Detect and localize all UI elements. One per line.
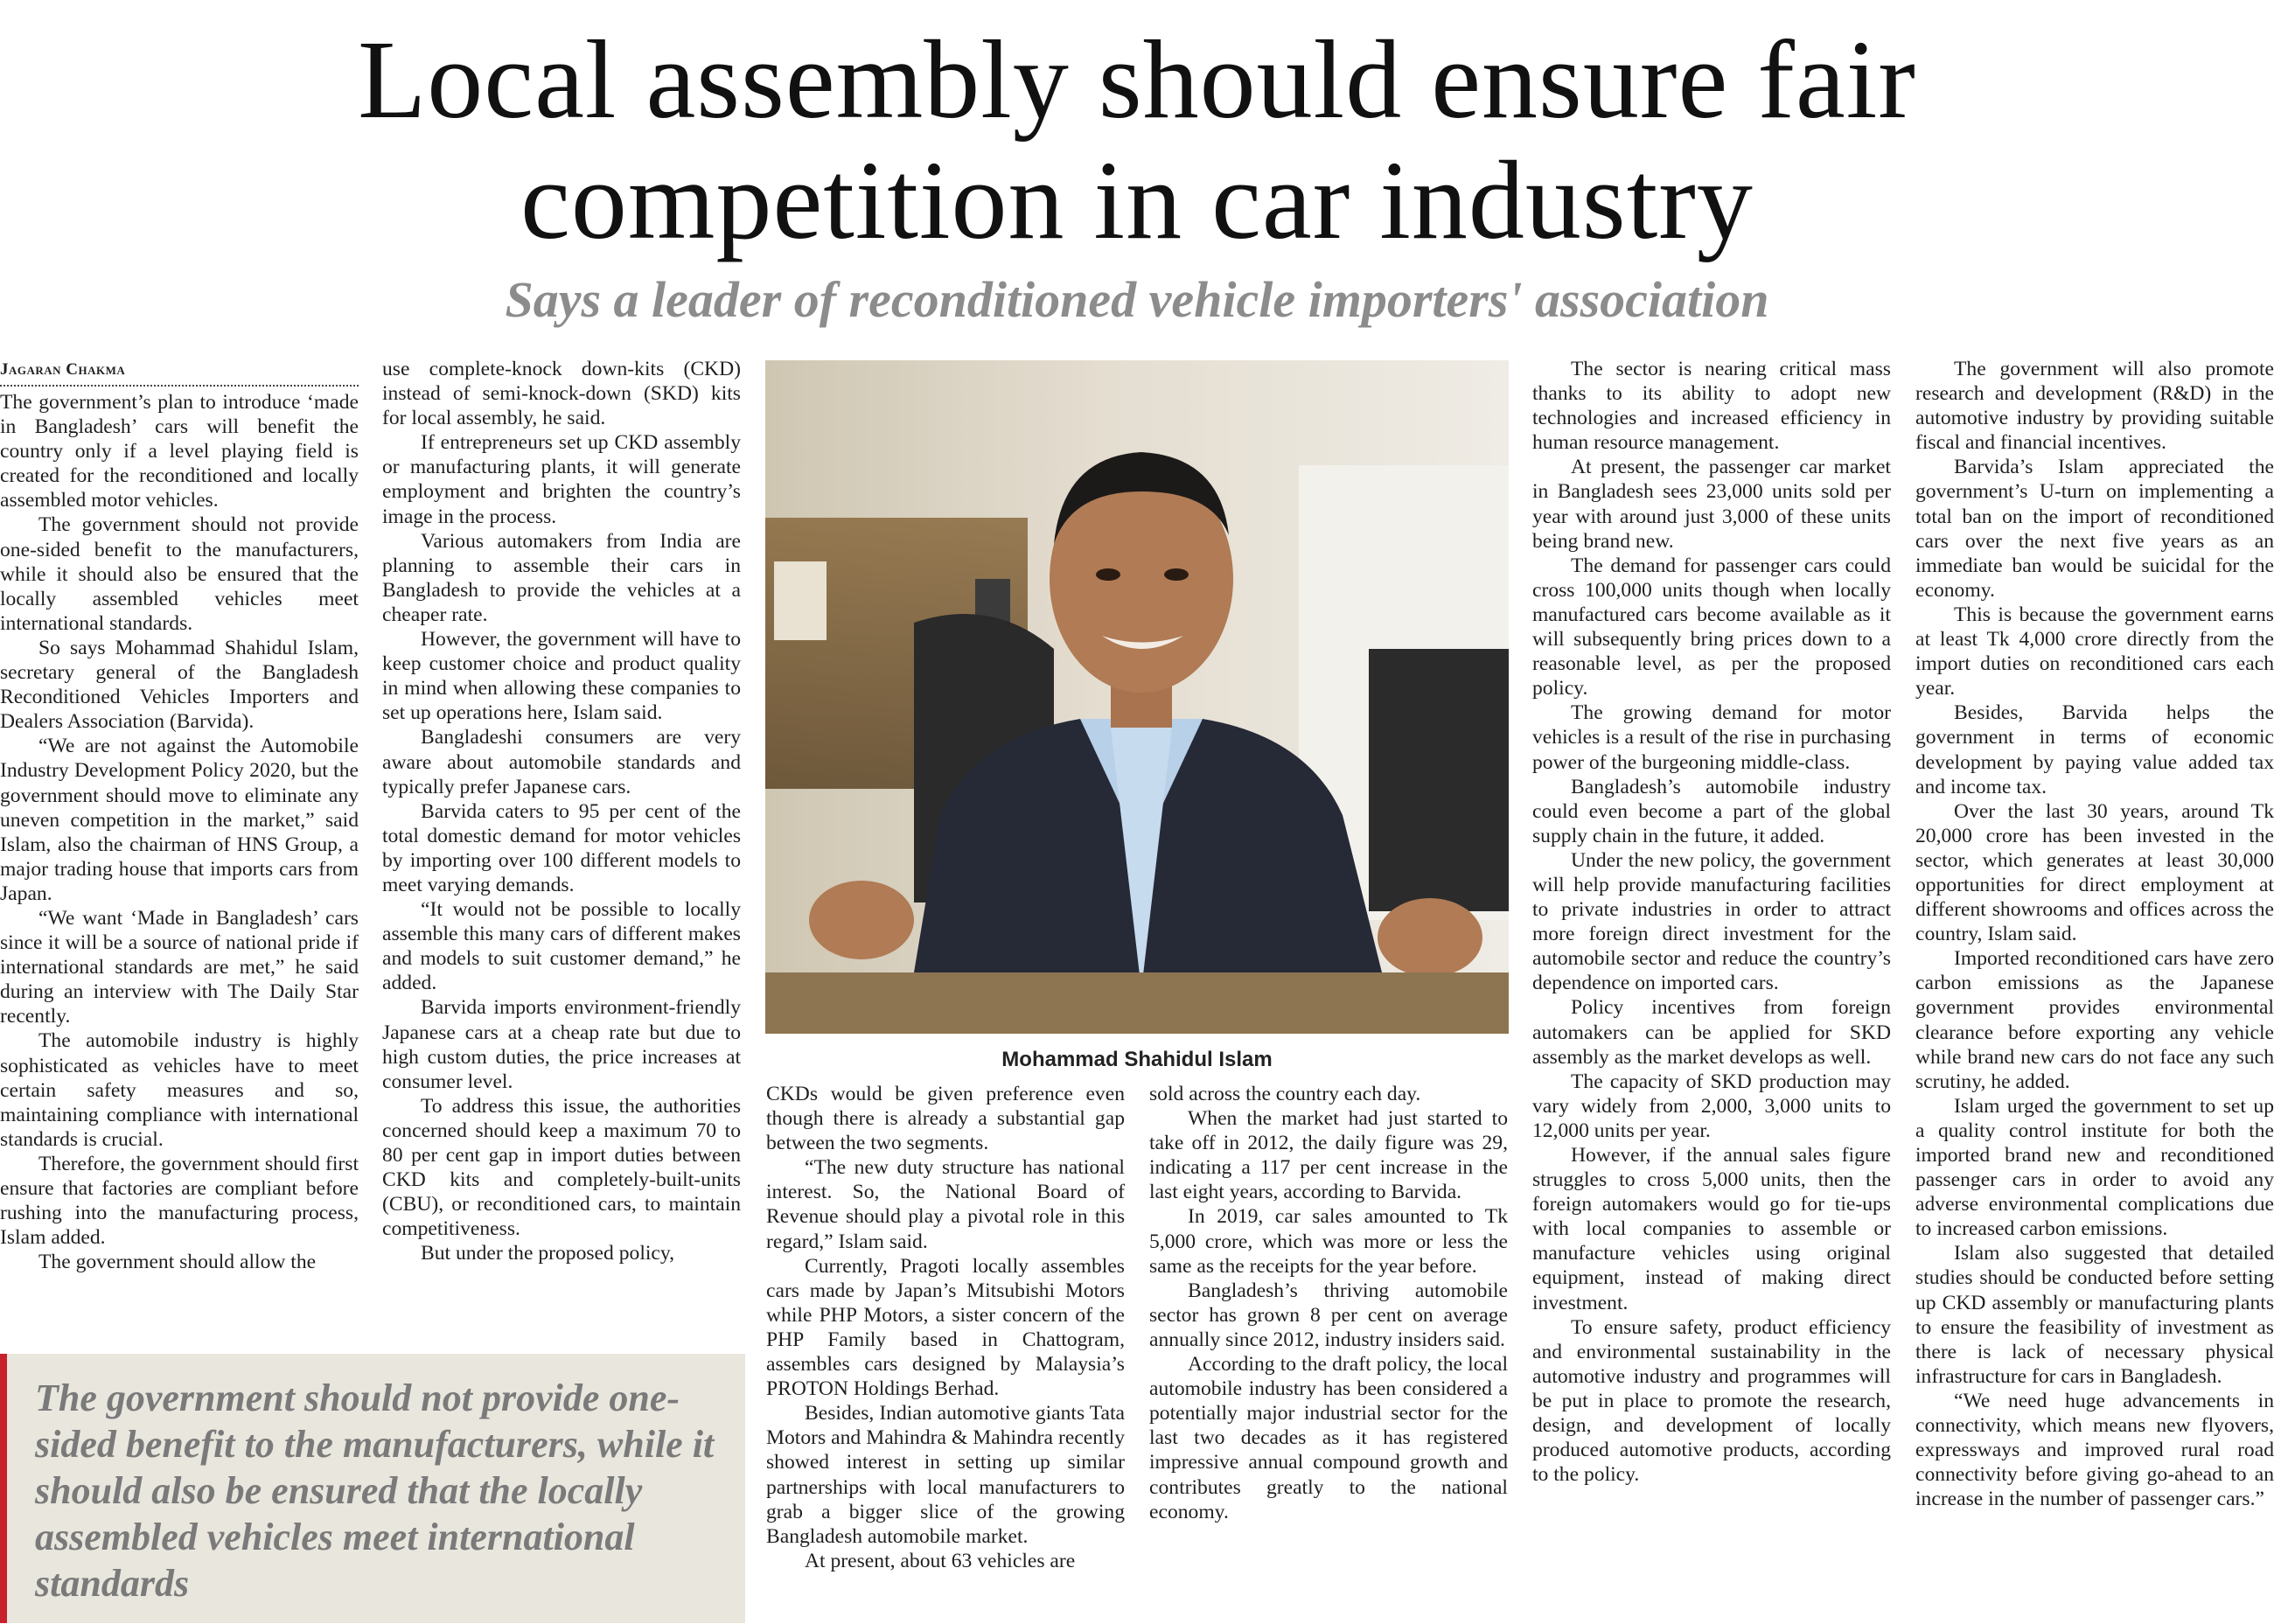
portrait-illustration	[765, 360, 1509, 1034]
article-column-3	[766, 1082, 1125, 1573]
paragraph: At present, the passenger car market in Bangladesh sees 23,000 units sold per year with around just 3,000 of these units being brand new.	[1532, 456, 1891, 553]
paragraph: “We need huge advancements in connectivity, which means new flyovers, expressways and improved rural road connectivity before giving go-ahead to an increase in the number of passenger cars.”	[1915, 1389, 2274, 1511]
article-column-5	[1532, 357, 1891, 1487]
paragraph: At present, about 63 vehicles are	[805, 1549, 1076, 1572]
paragraph: The government should not provide one-sided benefit to the manufacturers, while it should also be ensured that the locally assembled vehicles meet international standards.	[0, 513, 359, 635]
paragraph: Bangladesh’s thriving automobile sector has grown 8 per cent on average annually since 2012, industry insiders said.	[1149, 1279, 1508, 1351]
paragraph: But under the proposed policy,	[421, 1242, 675, 1265]
headline-line-2: competition in car industry	[520, 138, 1754, 262]
paragraph: According to the draft policy, the local automobile industry has been considered a potentially major industrial sector for the last two decades as it has registered impressive annual compound growth and contributes greatly to the national economy.	[1149, 1353, 1508, 1523]
paragraph: Islam also suggested that detailed studies should be conducted before setting up CKD assembly or manufacturing plants to ensure the feasibility of investment as there is lack of necessary physical infrastructure for cars in Bangladesh.	[1915, 1242, 2274, 1388]
paragraph: This is because the government earns at least Tk 4,000 crore directly from the import duties on reconditioned cars each year.	[1915, 603, 2274, 700]
paragraph: Therefore, the government should first ensure that factories are compliant before rushing into the manufacturing process, Islam added.	[0, 1152, 359, 1250]
paragraph: If entrepreneurs set up CKD assembly or manufacturing plants, it will generate employment and brighten the country’s image in the process.	[382, 431, 741, 528]
paragraph: “The new duty structure has national interest. So, the National Board of Revenue should play a pivotal role in this regard,” Islam said.	[766, 1156, 1125, 1253]
paragraph: “We are not against the Automobile Industry Development Policy 2020, but the government should move to eliminate any uneven competition in the market,” said Islam, also the chairman of HNS Group, a major trading house that imports cars from Japan.	[0, 735, 359, 905]
paragraph: The sector is nearing critical mass thanks to its ability to adopt new technologies and increased efficiency in human resource management.	[1532, 358, 1891, 455]
headline	[0, 19, 2274, 261]
paragraph: To ensure safety, product efficiency and environmental sustainability in the automotive industry and programmes will be put in place to promote the research, design, and development of locally produced automotive products, according to the policy.	[1532, 1315, 1891, 1487]
paragraph: In 2019, car sales amounted to Tk 5,000 crore, which was more or less the same as the receipts for the year before.	[1149, 1205, 1508, 1278]
paragraph: “It would not be possible to locally assemble this many cars of different makes and models to suit customer demand,” he added.	[382, 898, 741, 995]
paragraph: Barvida caters to 95 per cent of the total domestic demand for motor vehicles by importing over 100 different models to meet varying demands.	[382, 799, 741, 896]
paragraph: The demand for passenger cars could cross 100,000 units though when locally manufactured cars become available as it will subsequently bring prices down to a reasonable level, as per the proposed policy.	[1532, 554, 1891, 700]
article-column-1	[0, 359, 359, 1274]
article-column-2	[382, 357, 741, 1265]
photo-caption: Mohammad Shahidul Islam	[1001, 1048, 1273, 1071]
paragraph: Policy incentives from foreign automakers can be applied for SKD assembly as the market develops as well.	[1532, 996, 1891, 1069]
paragraph: The government should allow the	[38, 1251, 317, 1274]
paragraph: To address this issue, the authorities concerned should keep a maximum 70 to 80 per cent gap in import duties between CKD kits and completely-built-units (CBU), or reconditioned cars, to maintain competitiveness.	[382, 1094, 741, 1241]
paragraph: use complete-knock down-kits (CKD) instead of semi-knock-down (SKD) kits for local assembly, he said.	[382, 358, 741, 430]
paragraph: Under the new policy, the government will help provide manufacturing facilities to private industries in order to attract more foreign direct investment for the automobile sector and reduce the country’s dependence on imported cars.	[1532, 848, 1891, 995]
paragraph: Barvida’s Islam appreciated the government’s U-turn on implementing a total ban on the import of reconditioned cars over the next five years as an immediate ban would be suicidal for the economy.	[1915, 456, 2274, 602]
article-column-4	[1149, 1082, 1508, 1524]
paragraph: Over the last 30 years, around Tk 20,000 crore has been invested in the sector, which generates at least 30,000 opportunities for direct employment at different showrooms and offices across the country, Islam said.	[1915, 799, 2274, 946]
paragraph: Currently, Pragoti locally assembles cars made by Japan’s Mitsubishi Motors while PHP Motors, a sister concern of the PHP Family based in Chattogram, assembles cars designed by Malaysia’s PROTON Holdings Berhad.	[766, 1254, 1125, 1401]
subheadline: Says a leader of reconditioned vehicle importers' association	[505, 271, 1769, 328]
paragraph: The automobile industry is highly sophisticated as vehicles have to meet certain safety measures and so, maintaining compliance with international standards is crucial.	[0, 1029, 359, 1151]
paragraph: The government’s plan to introduce ‘made in Bangladesh’ cars will benefit the country only if a level playing field is created for the reconditioned and locally assembled motor vehicles.	[0, 391, 359, 512]
paragraph: However, the government will have to keep customer choice and product quality in mind when allowing these companies to set up operations here, Islam said.	[382, 628, 741, 725]
headline-line-1: Local assembly should ensure fair	[358, 17, 1916, 142]
paragraph: Bangladesh’s automobile industry could even become a part of the global supply chain in the future, it added.	[1532, 775, 1891, 847]
paragraph: Various automakers from India are planning to assemble their cars in Bangladesh to provide the vehicles at a cheaper rate.	[382, 529, 741, 626]
paragraph: CKDs would be given preference even though there is already a substantial gap between the two segments.	[766, 1083, 1125, 1155]
article-column-6	[1915, 357, 2274, 1511]
paragraph: Imported reconditioned cars have zero carbon emissions as the Japanese government provides environmental clearance before exporting any vehicle while brand new cars do not face any such scrutiny, he added.	[1915, 947, 2274, 1093]
portrait-photo	[765, 360, 1509, 1034]
paragraph: “We want ‘Made in Bangladesh’ cars since it will be a source of national pride if international standards are met,” he said during an interview with The Daily Star recently.	[0, 906, 359, 1028]
paragraph: Besides, Indian automotive giants Tata Motors and Mahindra & Mahindra recently showed interest in setting up similar partnerships with local manufacturers to grab a bigger slice of the growing Bangladesh automobile market.	[766, 1402, 1125, 1548]
paragraph: Bangladeshi consumers are very aware about automobile standards and typically prefer Japanese cars.	[382, 726, 741, 798]
paragraph: Barvida imports environment-friendly Japanese cars at a cheap rate but due to high custom duties, the price increases at consumer level.	[382, 996, 741, 1093]
paragraph: sold across the country each day.	[1149, 1083, 1421, 1105]
paragraph: The growing demand for motor vehicles is a result of the rise in purchasing power of the burgeoning middle-class.	[1532, 701, 1891, 774]
paragraph: The capacity of SKD production may vary widely from 2,000, 3,000 units to 12,000 units per year.	[1532, 1070, 1891, 1142]
pull-quote: The government should not provide one-sided benefit to the manufacturers, while it should also be ensured that the locally assembled vehicles meet international standards	[0, 1354, 745, 1623]
paragraph: The government will also promote research and development (R&D) in the automotive industry by providing suitable fiscal and financial incentives.	[1915, 358, 2274, 455]
paragraph: When the market had just started to take off in 2012, the daily figure was 29, indicating a 117 per cent increase in the last eight years, according to Barvida.	[1149, 1107, 1508, 1204]
paragraph: Besides, Barvida helps the government in terms of economic development by paying value added tax and income tax.	[1915, 701, 2274, 798]
paragraph: However, if the annual sales figure struggles to cross 5,000 units, then the foreign automakers would go for tie-ups with local companies to assemble or manufacture vehicles using original equipment, instead of making direct investment.	[1532, 1144, 1891, 1314]
paragraph: So says Mohammad Shahidul Islam, secretary general of the Bangladesh Reconditioned Vehicles Importers and Dealers Association (Barvida).	[0, 636, 359, 734]
paragraph: Islam urged the government to set up a quality control institute for both the imported brand new and reconditioned passenger cars in order to avoid any adverse environmental complications due to increased carbon emissions.	[1915, 1094, 2274, 1241]
byline: Jagaran Chakma	[0, 359, 359, 387]
